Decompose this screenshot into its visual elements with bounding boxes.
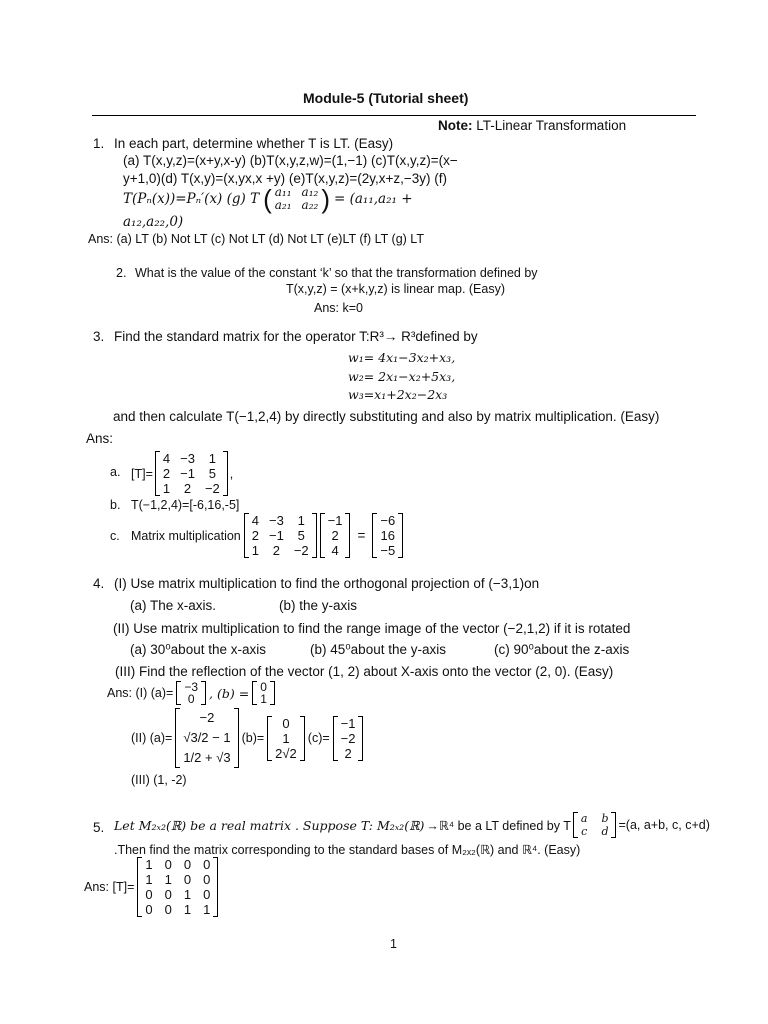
q5-line1-c: =(a, a+b, c, c+d) — [618, 818, 710, 832]
vector-cell: 0 — [260, 680, 267, 694]
vector-cell: −2 — [199, 710, 215, 725]
q3-equals: = — [357, 528, 366, 543]
matrix-cell: 1 — [183, 902, 192, 917]
q4-part2-b: (b) 45⁰about the y-axis — [310, 642, 446, 657]
q4-part1: (I) Use matrix multiplication to find the orthogonal projection of (−3,1)on — [114, 576, 540, 591]
q3-b-text: T(−1,2,4)=[-6,16,-5] — [131, 498, 240, 512]
matrix-cell: 1 — [297, 513, 305, 528]
vector-cell: √3/2 − 1 — [183, 730, 231, 745]
vector-cell: −5 — [380, 543, 396, 558]
note — [438, 118, 626, 133]
matrix-cell: 5 — [208, 466, 216, 481]
matrix-cell: 0 — [145, 887, 153, 902]
q1-answer: Ans: (a) LT (b) Not LT (c) Not LT (d) Not LT (e)LT (f) LT (g) LT — [88, 232, 424, 246]
q3-a-post: , — [229, 466, 234, 481]
matrix-cell: 1 — [164, 872, 172, 887]
matrix-cell: −1 — [180, 466, 195, 481]
q3-a-pre: [T]= — [131, 466, 153, 481]
q2-line2: T(x,y,z) = (x+k,y,z) is linear map. (Easy) — [286, 282, 506, 296]
q5-ans-pre: Ans: [T]= — [84, 880, 135, 894]
vector-cell: 16 — [380, 528, 396, 543]
q3-ans-label: Ans: — [86, 431, 114, 446]
matrix-cell: 2 — [251, 528, 259, 543]
q4-ans1-b-vector — [252, 681, 275, 705]
vector-cell: 1/2 + √3 — [183, 750, 231, 765]
matrix-cell: d — [601, 825, 609, 838]
matrix-cell: 0 — [203, 872, 211, 887]
q4-answer-2 — [131, 708, 363, 768]
vector-cell: 0 — [282, 715, 290, 731]
matrix-cell: 0 — [183, 857, 192, 872]
page-number: 1 — [390, 937, 397, 951]
q4-ans1-a-vector — [176, 681, 206, 705]
q4-number: 4. — [93, 576, 105, 591]
matrix-cell: a — [580, 812, 588, 825]
q5-number: 5. — [93, 820, 105, 835]
vector-cell: 0 — [187, 692, 195, 706]
matrix-cell: −3 — [180, 451, 195, 466]
matrix-cell: 2 — [272, 543, 281, 558]
q3-T-matrix — [155, 451, 228, 496]
vector-cell: −3 — [184, 680, 199, 694]
q5-line2: .Then find the matrix corresponding to the standard bases of M₂ₓ₂(ℝ) and ℝ⁴. (Easy) — [114, 843, 581, 857]
matrix-cell: 0 — [203, 887, 211, 902]
matrix-cell: 0 — [145, 902, 153, 917]
matrix-cell: 1 — [145, 857, 153, 872]
q3-c — [131, 513, 403, 558]
q4-part2: (II) Use matrix multiplication to find the range image of the vector (−2,1,2) if it is rotated — [113, 621, 631, 636]
vector-cell: −6 — [380, 513, 396, 528]
vector-cell: 2 — [331, 528, 339, 543]
q1-m12: a₁₂ — [301, 185, 319, 199]
q1-m22: a₂₂ — [301, 198, 319, 212]
matrix-cell: 0 — [164, 857, 172, 872]
vector-cell: 1 — [282, 730, 290, 746]
q4-answer-3: (III) (1, -2) — [131, 773, 187, 787]
q1-line-c — [123, 186, 413, 212]
q2-number: 2. — [116, 266, 127, 280]
q3-b-label: b. — [110, 498, 121, 512]
q1-stem: In each part, determine whether T is LT. (Easy) — [114, 136, 394, 151]
q3-w3: w₃=x₁+2x₂−2x₃ — [348, 387, 448, 402]
note-label: Note: — [438, 118, 473, 133]
matrix-cell: −2 — [204, 481, 220, 496]
q2-answer: Ans: k=0 — [314, 301, 363, 315]
note-text: LT-Linear Transformation — [476, 118, 627, 133]
q3-stem: Find the standard matrix for the operator T:R³→ R³defined by — [114, 329, 478, 344]
vector-cell: −1 — [327, 513, 343, 528]
q4-ans1-pre: Ans: (I) (a)= — [107, 686, 174, 700]
q5-answer — [84, 857, 218, 917]
matrix-cell: 2 — [162, 466, 171, 481]
vector-cell: 2 — [344, 745, 352, 761]
matrix-cell: c — [581, 825, 588, 838]
q3-input-vector — [320, 513, 351, 558]
q3-c-text: Matrix multiplication — [131, 528, 241, 543]
q1-line-c-post: = (a₁₁,a₂₁ + — [334, 191, 413, 207]
q5-line1 — [114, 812, 710, 838]
q4-ans2-a-vector — [175, 708, 238, 768]
q4-ans2-c-label: (c)= — [307, 731, 330, 745]
q2-line1: What is the value of the constant ‘k’ so that the transformation defined by — [135, 266, 538, 280]
q1-line-c-pre: T(Pₙ(x))=Pₙ′(x) (g) T — [123, 191, 260, 207]
q1-matrix: ( a₁₁ a₁₂ a₂₁ a₂₂ ) — [263, 184, 330, 214]
q4-part3: (III) Find the reflection of the vector (1, 2) about X-axis onto the vector (2, 0). (Easy) — [115, 664, 614, 679]
q4-part2-a: (a) 30⁰about the x-axis — [130, 642, 266, 657]
vector-cell: −2 — [340, 730, 356, 746]
q1-line-b: y+1,0)(d) T(x,y)=(x,yx,x +y) (e)T(x,y,z)=(2y,x+z,−3y) (f) — [123, 171, 448, 186]
q3-a — [131, 451, 233, 496]
matrix-cell: −1 — [269, 528, 284, 543]
q4-ans1-mid: , (b) = — [209, 685, 250, 701]
matrix-cell: 1 — [145, 872, 153, 887]
matrix-cell: −3 — [269, 513, 284, 528]
q3-a-label: a. — [110, 465, 121, 479]
matrix-cell: 0 — [164, 887, 172, 902]
q4-ans2-b-vector — [267, 716, 305, 761]
matrix-cell: 4 — [251, 513, 259, 528]
title-rule — [92, 115, 696, 116]
matrix-cell: 1 — [251, 543, 259, 558]
q5-line1-b: →ℝ⁴ be a LT defined by T — [426, 818, 571, 833]
q1-line-d: a₁₂,a₂₂,0) — [123, 214, 184, 230]
q4-part1-b: (b) the y-axis — [279, 598, 358, 613]
matrix-cell: 0 — [203, 857, 211, 872]
matrix-cell: 0 — [183, 872, 192, 887]
matrix-cell: b — [601, 812, 609, 825]
q1-m11: a₁₁ — [274, 185, 292, 199]
q4-ans2-c-vector — [333, 716, 364, 761]
matrix-cell: 0 — [164, 902, 172, 917]
matrix-cell: 1 — [183, 887, 192, 902]
page-title: Module-5 (Tutorial sheet) — [303, 90, 469, 106]
q3-number: 3. — [93, 329, 105, 344]
q1-m21: a₂₁ — [274, 198, 292, 212]
q4-ans2-b-label: (b)= — [241, 731, 265, 745]
matrix-cell: 1 — [208, 451, 216, 466]
q3-w1: w₁= 4x₁−3x₂+x₃, — [348, 350, 456, 365]
matrix-cell: 5 — [297, 528, 305, 543]
q5-input-matrix — [573, 812, 617, 838]
matrix-cell: 1 — [203, 902, 211, 917]
q1-number: 1. — [93, 136, 105, 151]
q3-w2: w₂= 2x₁−x₂+5x₃, — [348, 369, 456, 384]
matrix-cell: 4 — [162, 451, 171, 466]
q3-output-vector — [372, 513, 403, 558]
q3-c-label: c. — [110, 529, 120, 543]
q4-part1-a: (a) The x-axis. — [130, 598, 217, 613]
vector-cell: −1 — [340, 715, 356, 731]
q5-T-matrix — [137, 857, 218, 917]
q4-part2-c: (c) 90⁰about the z-axis — [494, 642, 630, 657]
q4-answer-1 — [107, 681, 275, 705]
matrix-cell: 2 — [183, 481, 192, 496]
matrix-cell: −2 — [293, 543, 309, 558]
q3-then: and then calculate T(−1,2,4) by directly substituting and also by matrix multiplication. (Easy) — [113, 409, 660, 424]
q1-line-a: (a) T(x,y,z)=(x+y,x-y) (b)T(x,y,z,w)=(1,−1) (c)T(x,y,z)=(x− — [123, 153, 458, 168]
q4-ans2-a-label: (II) (a)= — [131, 731, 173, 745]
matrix-cell: 1 — [162, 481, 171, 496]
vector-cell: 1 — [260, 692, 267, 706]
vector-cell: 2√2 — [275, 745, 297, 761]
vector-cell: 4 — [331, 543, 339, 558]
q5-line1-a: Let M₂ₓ₂(ℝ) be a real matrix . Suppose T: M₂ₓ₂(ℝ) — [114, 817, 425, 833]
q3-c-matrix — [244, 513, 317, 558]
